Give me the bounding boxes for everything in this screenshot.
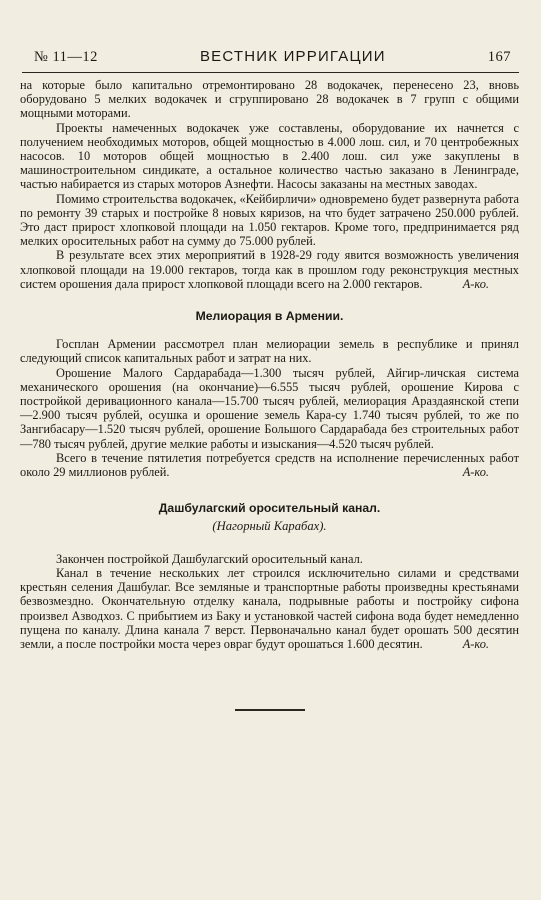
running-header <box>34 48 511 66</box>
article1-paragraph-3: Помимо строительства водокачек, «Кейбирличи» одновремено будет развернута работа по ремонту 39 старых и постройке 8 новых кяризов, на что будет затрачено 250.000 рублей. Это даст прирост хлопковой площади на 1.050 гектаров. Кроме того, предпринимается ряд мелких оросительных работ на сумму до 75.000 рублей. <box>20 191 519 249</box>
page-body <box>20 78 519 711</box>
issue-number: № 11—12 <box>34 49 98 65</box>
article3-paragraph-1: Закончен постройкой Дашбулагский оросительный канал. <box>56 551 363 566</box>
article2-paragraph-3-text: Всего в течение пятилетия потребуется средств на исполнение перечисленных работ около 29 миллионов рублей. <box>20 450 519 480</box>
article1-paragraph-4-text: В результате всех этих мероприятий в 1928-29 году явится возможность увеличения хлопковой площади на 19.000 гектаров, тогда как в прошлом году реконструкция местных систем орошения дала прирост хлопковой площади всего на 2.000 гектаров. <box>20 248 519 291</box>
article1-signature: А-ко. <box>462 276 489 291</box>
article2-paragraph-1: Госплан Армении рассмотрел план мелиорации земель в республике и принял следующий список капитальных работ и затрат на них. <box>20 337 519 366</box>
closing-rule <box>235 709 305 711</box>
article2-title: Мелиорация в Армении. <box>195 309 344 324</box>
article3-paragraph-2-text: Канал в течение нескольких лет строился исключительно силами и средствами крестьян селения Дашбулаг. Все земляные и транспортные работы произведны крестьянами безвозмездно. Окончательную отделку канала, подрывные работы и постройку сифона произвел Азводхоз. С прибытием из Баку и установкой частей сифона вода будет немедленно пущена по каналу. Длина канала 7 верст. Первоначально канал будет орошать 500 десятин земли, а после постройки моста через овраг будут орошаться 1.600 десятин. <box>20 565 519 651</box>
article2-signature: А-ко. <box>462 465 489 480</box>
page-number: 167 <box>487 49 511 65</box>
article1-paragraph-4 <box>20 248 519 291</box>
header-rule <box>22 72 519 73</box>
article3-title: Дашбулагский оросительный канал. <box>158 501 381 516</box>
journal-title: ВЕСТНИК ИРРИГАЦИИ <box>199 48 386 65</box>
article3-subtitle: (Нагорный Карабах). <box>212 519 327 534</box>
article3-signature: А-ко. <box>462 636 489 651</box>
article2-paragraph-2: Орошение Малого Сардарабада—1.300 тысяч рублей, Айгир-личская система механического орошения (на окончание)—6.555 тысяч рублей, орошение Кирова с постройкой деривационного канала—15.700 тысяч рублей, мелиорация Араздаянской степи—2.900 тысяч рублей, осушка и орошение земель Кара-су 1.740 тысяч рублей, то же по Зангибасару—1.520 тысяч рублей, орошение Большого Сардарабада без строительных работ—780 тысяч рублей, другие мелкие работы и изыскания—4.520 тысяч рублей. <box>20 365 519 451</box>
article3-paragraph-2 <box>20 566 519 651</box>
article1-paragraph-2: Проекты намеченных водокачек уже составлены, оборудование их начнется с получением необходимых моторов, общей мощностью в 4.000 лош. сил, и 70 центробежных насосов. 10 моторов общей мощностью в 2.400 лош. сил уже закуплены в машиностроительном синдикате, а остальное количество частью заказано в Ленинграде, частью набирается из старых моторов Азнефти. Насосы заказаны на местных заводах. <box>20 120 519 192</box>
article1-paragraph-1: на которые было капитально отремонтировано 28 водокачек, перенесено 23, вновь оборудовано 5 мелких водокачек и сгруппировано 28 водокачек в 7 групп с общими мощными моторами. <box>20 78 519 121</box>
article2-paragraph-3 <box>20 451 519 479</box>
